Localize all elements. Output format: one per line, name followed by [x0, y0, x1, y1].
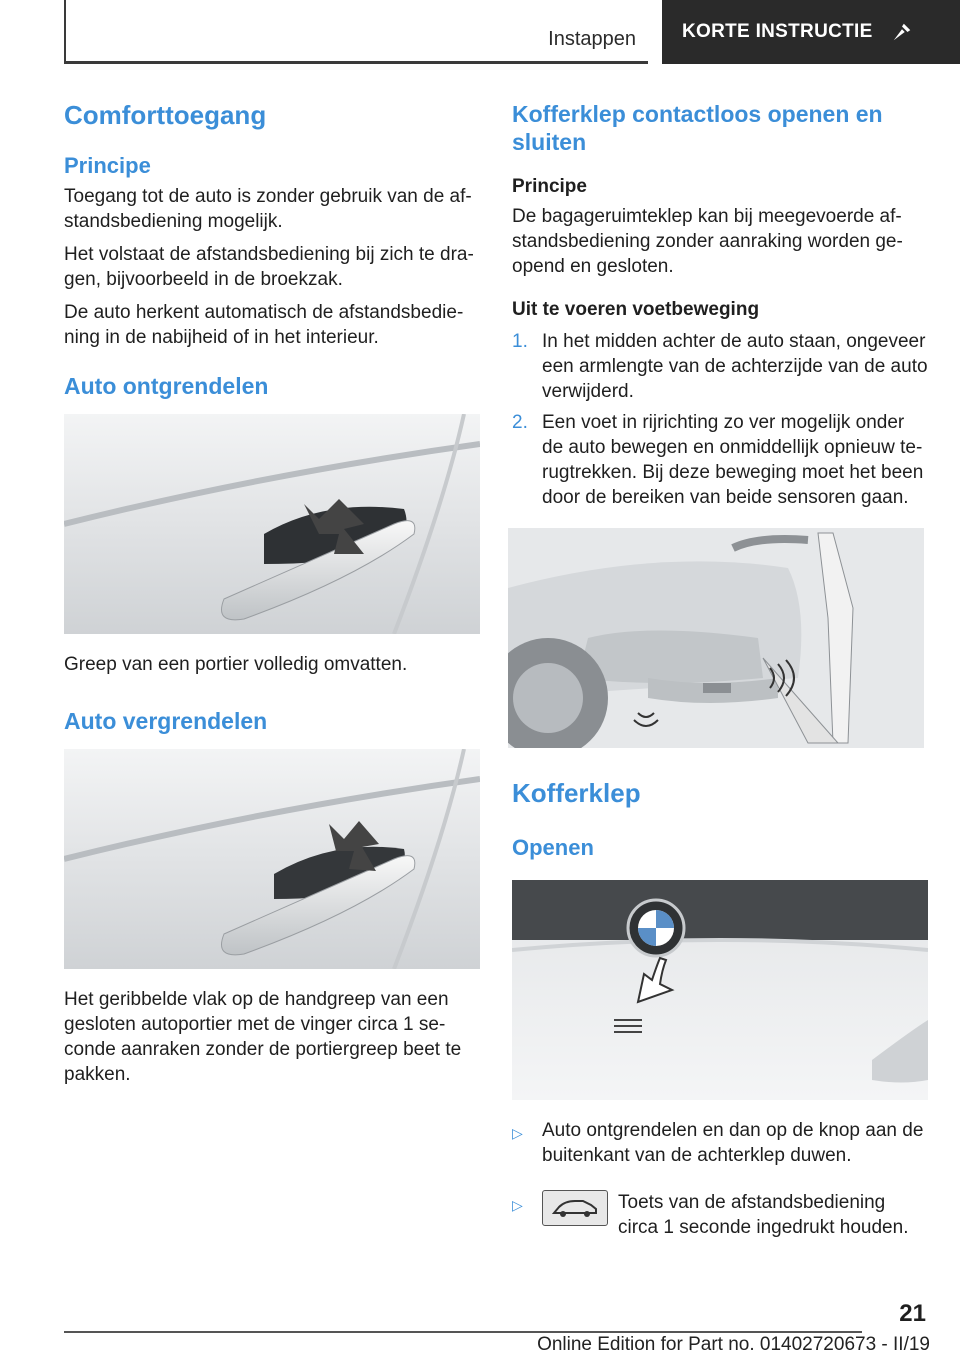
- chapter-tab[interactable]: [662, 0, 960, 64]
- contactless-principe-heading: Principe: [512, 176, 587, 197]
- car-rear-foot-sensor-image: [508, 528, 924, 748]
- unlock-door-handle-image: [64, 414, 480, 634]
- trunk-open-bullets: [512, 1118, 928, 1240]
- footer-divider: [64, 1331, 862, 1333]
- foot-motion-steps: [512, 329, 928, 510]
- step-number: 1.: [512, 331, 528, 352]
- principe-paragraph-3: De auto herkent automatisch de afstandsbediening in de nabijheid of in het interieur.: [64, 302, 464, 348]
- lock-heading: Auto vergrendelen: [64, 708, 268, 734]
- principe-heading: Principe: [64, 153, 151, 178]
- lock-caption: Het geribbelde vlak op de handgreep van een gesloten autoportier met de vinger circa 1 seconde aanraken zonder de portiergreep beet te pakken.: [64, 989, 462, 1085]
- list-item: [512, 410, 928, 510]
- unlock-caption: Greep van een portier volledig omvatten.: [64, 654, 408, 675]
- bullet-triangle-icon: ▷: [512, 1197, 523, 1213]
- principe-paragraph-2: Het volstaat de afstandsbediening bij zich te dragen, bijvoorbeeld in de broekzak.: [64, 244, 474, 290]
- comfort-access-title: Comforttoegang: [64, 100, 267, 130]
- footer-edition: Online Edition for Part no. 01402720673 - II/19: [537, 1334, 930, 1355]
- step-number: 2.: [512, 412, 528, 433]
- right-column: [512, 100, 928, 1240]
- remote-key-row: [542, 1184, 928, 1240]
- principe-paragraph-1: Toegang tot de auto is zonder gebruik van de afstandsbediening mogelijk.: [64, 186, 472, 232]
- list-item: [512, 1118, 928, 1168]
- contactless-principe-text: De bagageruimteklep kan bij meegevoerde afstandsbediening zonder aanraking worden geopend en gesloten.: [512, 206, 903, 277]
- step-text: In het midden achter de auto staan, ongeveer een armlengte van de achterzijde van de auto verwijderd.: [542, 331, 928, 402]
- left-column: [64, 100, 480, 1087]
- trunk-key-icon: [542, 1190, 608, 1226]
- list-item: [512, 1190, 928, 1240]
- bullet-text: Toets van de afstandsbediening circa 1 seconde ingedrukt houden.: [618, 1192, 909, 1238]
- lock-door-handle-image: [64, 749, 480, 969]
- trunk-open-heading: Openen: [512, 835, 594, 860]
- bullet-text: Auto ontgrendelen en dan op de knop aan de buitenkant van de achterklep duwen.: [542, 1120, 924, 1166]
- list-item: [512, 329, 928, 404]
- trunk-title: Kofferklep: [512, 778, 641, 808]
- bullet-triangle-icon: ▷: [512, 1125, 523, 1141]
- section-title: Instappen: [548, 28, 636, 50]
- lightning-icon: [891, 21, 913, 43]
- unlock-heading: Auto ontgrendelen: [64, 373, 269, 399]
- contactless-title: Kofferklep contactloos openen en sluiten: [512, 101, 883, 155]
- trunk-button-image: [512, 880, 928, 1100]
- foot-motion-heading: Uit te voeren voetbeweging: [512, 299, 760, 320]
- page-number: 21: [899, 1300, 926, 1327]
- step-text: Een voet in rijrichting zo ver mogelijk onder de auto bewegen en onmiddellijk opnieuw terugtrekken. Bij deze beweging moet het been door de bereiken van beide sensoren gaan.: [542, 412, 924, 508]
- header-bar: [64, 0, 648, 64]
- chapter-tab-label: KORTE INSTRUCTIE: [682, 21, 873, 42]
